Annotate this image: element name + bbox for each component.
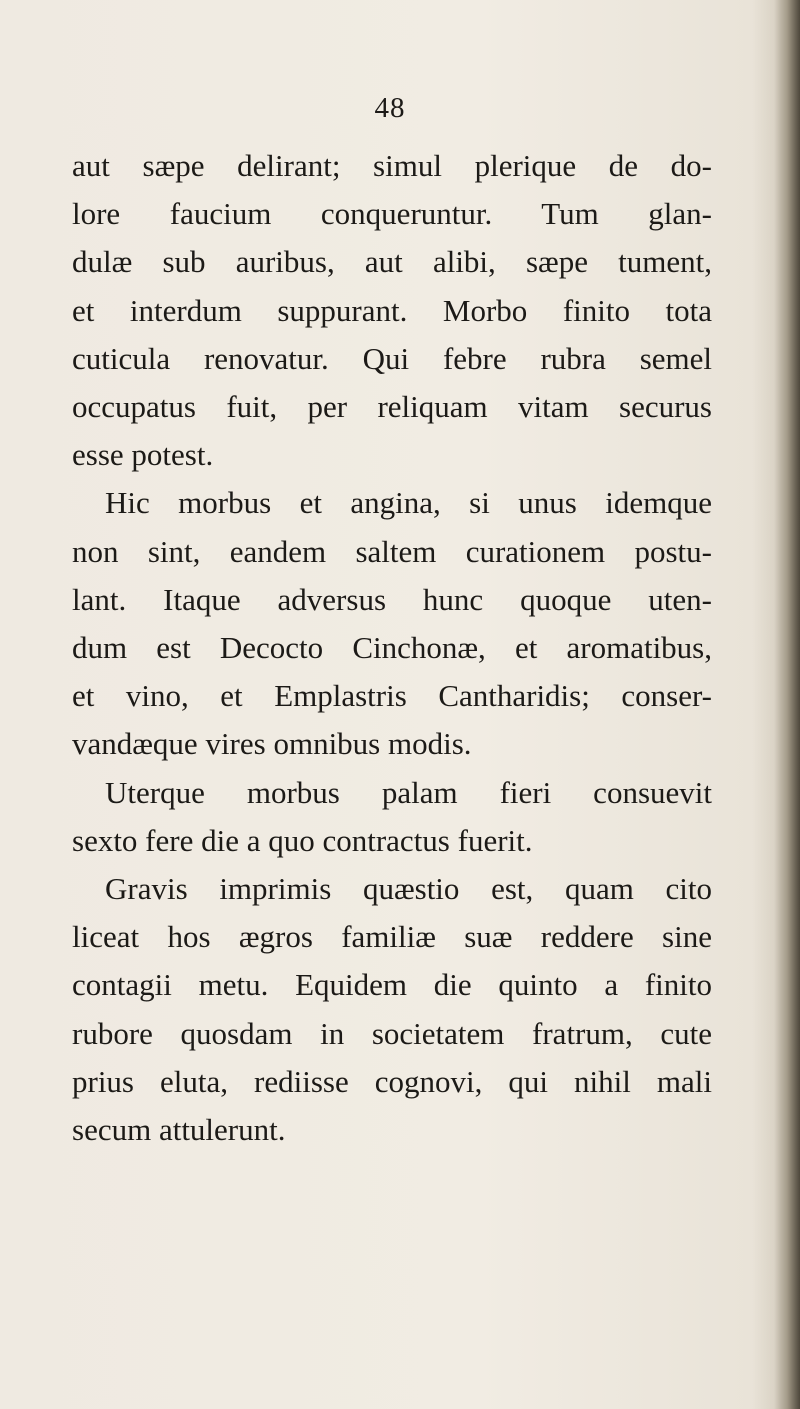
text-line: secum attulerunt.: [72, 1112, 286, 1148]
text-line: Gravis imprimis quæstio est, quam cito: [105, 871, 712, 907]
text-line: rubore quosdam in societatem fratrum, cute: [72, 1015, 712, 1051]
text-line: dum est Decocto Cinchonæ, et aromatibus,: [72, 630, 712, 666]
text-line: Hic morbus et angina, si unus idemque: [105, 485, 712, 521]
text-line: dulæ sub auribus, aut alibi, sæpe tument,: [72, 244, 712, 280]
text-line: cuticula renovatur. Qui febre rubra semel: [72, 340, 712, 376]
text-line: aut sæpe delirant; simul plerique de do-: [72, 148, 712, 183]
text-line: contagii metu. Equidem die quinto a finito: [72, 967, 712, 1003]
text-line: Uterque morbus palam fieri consuevit: [105, 774, 712, 810]
page-edge-shadow: [774, 0, 800, 1409]
text-line: non sint, eandem saltem curationem postu-: [72, 533, 712, 569]
text-line: et interdum suppurant. Morbo finito tota: [72, 292, 712, 328]
text-line: sexto fere die a quo contractus fuerit.: [72, 822, 533, 858]
text-line: lant. Itaque adversus hunc quoque uten-: [72, 581, 712, 617]
text-line: esse potest.: [72, 437, 214, 473]
body-text: [72, 142, 712, 1154]
text-line: prius eluta, rediisse cognovi, qui nihil mali: [72, 1063, 712, 1099]
text-line: et vino, et Emplastris Cantharidis; conser-: [72, 678, 712, 714]
text-line: occupatus fuit, per reliquam vitam securus: [72, 389, 712, 425]
text-line: vandæque vires omnibus modis.: [72, 726, 472, 762]
text-line: lore faucium conqueruntur. Tum glan-: [72, 196, 712, 232]
page-number: 48: [374, 92, 406, 124]
text-line: liceat hos ægros familiæ suæ reddere sine: [72, 919, 712, 955]
